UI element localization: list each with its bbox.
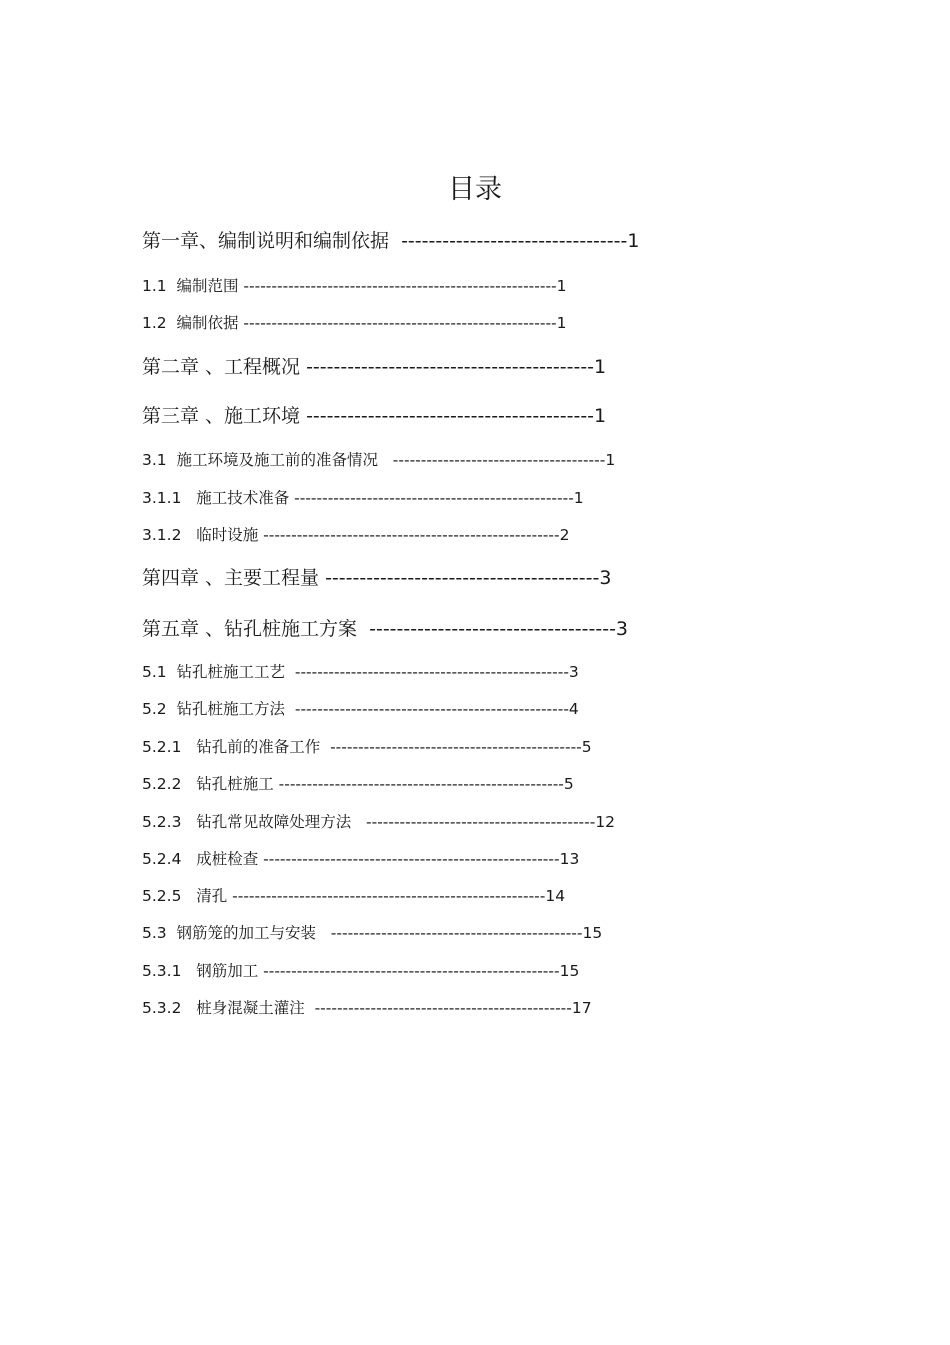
toc-entry-chapter-2[interactable]: 第二章 、工程概况 ------------------------------------------1 (142, 356, 607, 378)
toc-entry-chapter-4[interactable]: 第四章 、主要工程量 ----------------------------------------3 (142, 567, 612, 589)
toc-entry-5-2[interactable]: 5.2 钻孔桩施工方法 -------------------------------------------------4 (142, 700, 579, 718)
toc-entry-3-1-2[interactable]: 3.1.2 临时设施 -----------------------------------------------------2 (142, 526, 570, 544)
toc-entry-chapter-5[interactable]: 第五章 、钻孔桩施工方案 ------------------------------------3 (142, 618, 629, 640)
toc-entry-5-2-2[interactable]: 5.2.2 钻孔桩施工 ---------------------------------------------------5 (142, 775, 574, 793)
toc-entry-5-2-4[interactable]: 5.2.4 成桩检查 -----------------------------------------------------13 (142, 850, 580, 868)
toc-entry-5-1[interactable]: 5.1 钻孔桩施工工艺 -------------------------------------------------3 (142, 663, 579, 681)
toc-entry-5-2-1[interactable]: 5.2.1 钻孔前的准备工作 ---------------------------------------------5 (142, 738, 592, 756)
toc-entry-5-2-3[interactable]: 5.2.3 钻孔常见故障处理方法 -----------------------------------------12 (142, 813, 616, 831)
toc-entry-5-3-2[interactable]: 5.3.2 桩身混凝土灌注 ----------------------------------------------17 (142, 999, 592, 1017)
toc-entry-1-1[interactable]: 1.1 编制范围 --------------------------------------------------------1 (142, 277, 567, 295)
toc-entry-chapter-1[interactable]: 第一章、编制说明和编制依据 ---------------------------------1 (142, 230, 640, 252)
toc-entry-5-3[interactable]: 5.3 钢筋笼的加工与安装 ---------------------------------------------15 (142, 924, 603, 942)
toc-entry-5-2-5[interactable]: 5.2.5 清孔 --------------------------------------------------------14 (142, 887, 566, 905)
toc-entry-1-2[interactable]: 1.2 编制依据 --------------------------------------------------------1 (142, 314, 567, 332)
toc-title: 目录 (448, 174, 502, 205)
toc-entry-chapter-3[interactable]: 第三章 、施工环境 ------------------------------------------1 (142, 405, 607, 427)
toc-entry-5-3-1[interactable]: 5.3.1 钢筋加工 -----------------------------------------------------15 (142, 962, 580, 980)
toc-entry-3-1-1[interactable]: 3.1.1 施工技术准备 --------------------------------------------------1 (142, 489, 584, 507)
toc-entry-3-1[interactable]: 3.1 施工环境及施工前的准备情况 --------------------------------------1 (142, 451, 616, 469)
